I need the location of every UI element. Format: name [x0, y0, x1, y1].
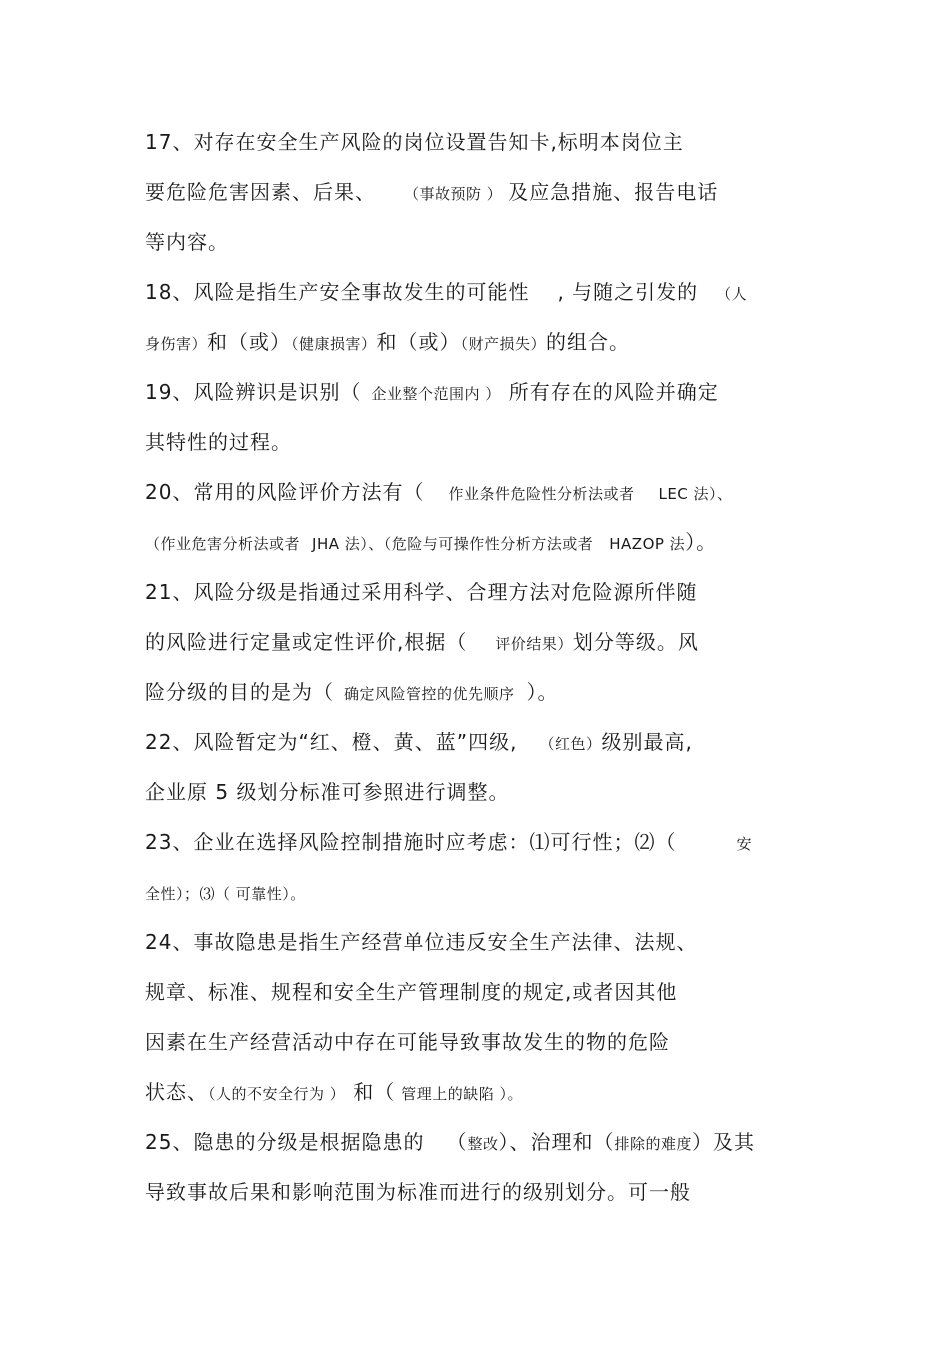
q23-text-1a: 23、企业在选择风险控制措施时应考虑：⑴可行性；⑵（	[145, 830, 677, 854]
q24-line-4	[145, 1077, 523, 1107]
q17-text-2a: 要危险危害因素、后果、	[145, 180, 376, 204]
q20-line-1	[145, 477, 733, 507]
q18-text-1b: , 与随之引发的	[557, 280, 699, 304]
q22-line-1	[145, 727, 693, 757]
q23-answer-2: 全性）；⑶（ 可靠性）。	[145, 885, 306, 903]
q18-answer-3: （财产损失）	[460, 335, 547, 353]
q18-line-2	[145, 327, 630, 357]
q25-answer-2: 排除的难度	[614, 1135, 692, 1153]
q21-text-3b: ）。	[526, 680, 559, 704]
q23-answer-1-start: 安	[736, 835, 752, 853]
q20-answer-3: JHA 法）、（危险与可操作性分析方法或者	[312, 535, 594, 553]
q23-line-2	[145, 877, 306, 907]
q19-text-1b: 所有存在的风险并确定	[508, 380, 719, 404]
q22-line-2	[145, 777, 509, 807]
q25-text-1b: （	[446, 1130, 468, 1154]
q17-line-3	[145, 227, 229, 257]
q24-text-2: 规章、标准、规程和安全生产管理制度的规定,或者因其他	[145, 980, 678, 1004]
q24-text-1: 24、事故隐患是指生产经营单位违反安全生产法律、法规、	[145, 930, 698, 954]
q22-text-1b: 级别最高,	[601, 730, 693, 754]
q19-answer: 企业整个范围内 ）	[371, 385, 501, 403]
q24-answer-1: （人的不安全行为 ）	[208, 1085, 346, 1103]
q19-line-2	[145, 427, 292, 457]
q20-answer-3-tail: HAZOP 法	[609, 535, 686, 553]
q20-line-2	[145, 527, 717, 557]
q25-text-1c: ）、治理和（	[498, 1130, 615, 1154]
q25-text-1a: 25、隐患的分级是根据隐患的	[145, 1130, 425, 1154]
q23-line-1	[145, 827, 752, 857]
q17-line-2	[145, 177, 718, 207]
q24-line-1	[145, 927, 697, 957]
q25-line-1	[145, 1127, 755, 1157]
q24-text-4a: 状态、	[145, 1080, 208, 1104]
q18-answer-1-start: （人	[716, 285, 748, 303]
q17-answer: （事故预防 ）	[404, 185, 503, 203]
q20-answer-1-tail: LEC 法）、	[658, 485, 733, 503]
q22-text-1a: 22、风险暂定为“红、橙、黄、蓝”四级,	[145, 730, 518, 754]
q18-answer-1-end: 身伤害）	[145, 335, 208, 353]
q24-text-3: 因素在生产经营活动中存在可能导致事故发生的物的危险	[145, 1030, 670, 1054]
q24-line-2	[145, 977, 677, 1007]
q22-text-2: 企业原 5 级划分标准可参照进行调整。	[145, 780, 510, 804]
q19-text-1a: 19、风险辨识是识别（	[145, 380, 362, 404]
q18-answer-2: （健康损害）	[291, 335, 377, 353]
q17-text-1: 17、对存在安全生产风险的岗位设置告知卡,标明本岗位主	[145, 130, 684, 154]
q20-answer-1: 作业条件危险性分析法或者	[448, 485, 635, 503]
q22-answer: （红色）	[539, 735, 602, 753]
q21-text-2b: 划分等级。风	[572, 630, 699, 654]
q25-answer-1: 整改	[467, 1135, 499, 1153]
q25-line-2	[145, 1177, 691, 1207]
q25-text-2: 导致事故后果和影响范围为标准而进行的级别划分。可一般	[145, 1180, 691, 1204]
q21-answer-1: 评价结果）	[495, 635, 573, 653]
q19-line-1	[145, 377, 719, 407]
q18-text-2d: 和（或）	[376, 330, 461, 354]
q17-text-3: 等内容。	[145, 230, 229, 254]
q25-text-1d: ）及其	[691, 1130, 755, 1154]
q21-text-3a: 险分级的目的是为（	[145, 680, 334, 704]
q24-text-4b: 和（	[353, 1080, 396, 1104]
q21-text-1: 21、风险分级是指通过采用科学、合理方法对危险源所伴随	[145, 580, 698, 604]
q18-text-2f: 的组合。	[546, 330, 631, 354]
q21-line-2	[145, 627, 699, 657]
q24-answer-2: 管理上的缺陷 ）。	[401, 1085, 524, 1103]
q21-text-2a: 的风险进行定量或定性评价,根据（	[145, 630, 468, 654]
q17-line-1	[145, 127, 684, 157]
q21-line-1	[145, 577, 697, 607]
q20-text-1a: 20、常用的风险评价方法有（	[145, 480, 425, 504]
q19-text-2: 其特性的过程。	[145, 430, 292, 454]
q17-text-2b: 及应急措施、报告电话	[508, 180, 719, 204]
q21-answer-2: 确定风险管控的优先顺序	[344, 685, 515, 703]
q18-line-1	[145, 277, 747, 307]
q21-line-3	[145, 677, 559, 707]
q18-text-1a: 18、风险是指生产安全事故发生的可能性	[145, 280, 530, 304]
q18-text-2b: 和（或）	[207, 330, 292, 354]
q20-answer-2: （作业危害分析法或者	[145, 535, 301, 553]
q24-line-3	[145, 1027, 670, 1057]
q20-text-2d: ）。	[685, 530, 718, 554]
